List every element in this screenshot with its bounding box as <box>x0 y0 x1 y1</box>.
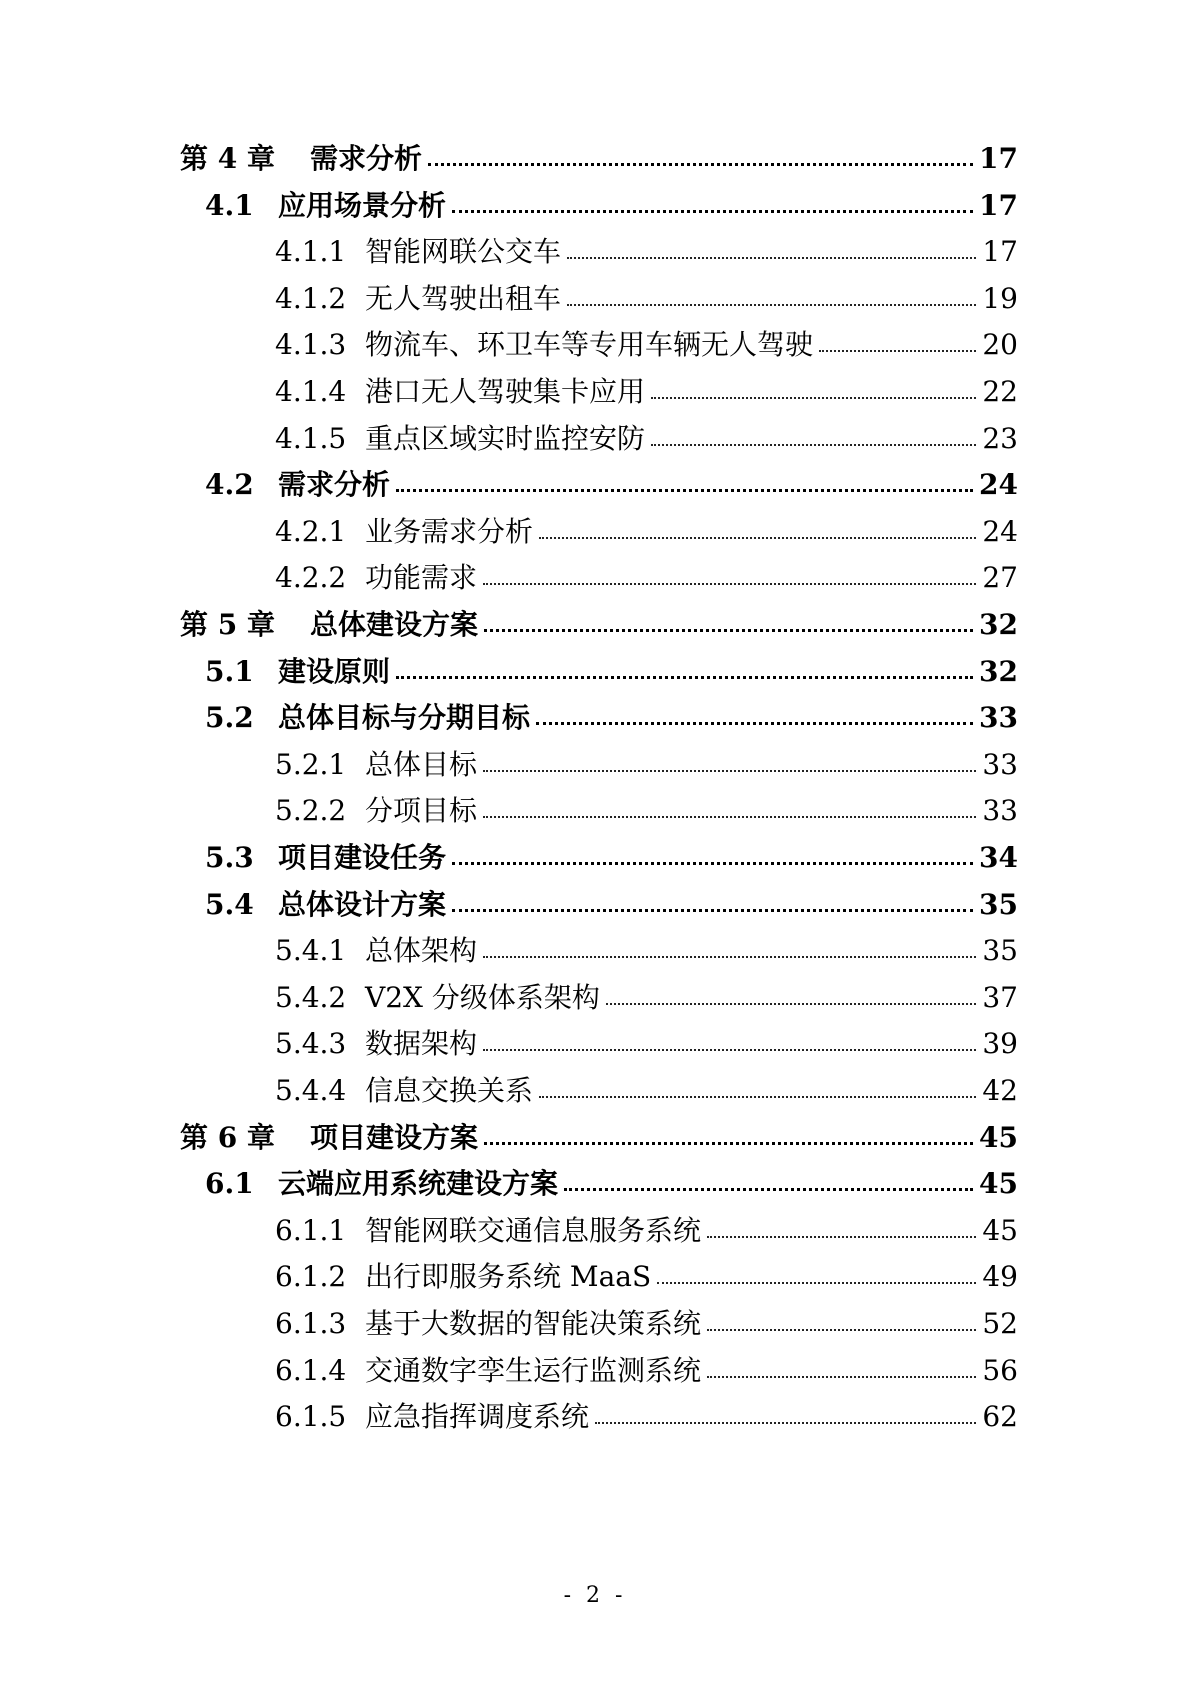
toc-entry-title: 功能需求 <box>365 561 478 595</box>
toc-subsection-entry[interactable] <box>180 972 1018 1012</box>
toc-entry-page-number: 32 <box>979 608 1018 641</box>
toc-entry-number: 第 5 章 <box>180 608 275 641</box>
toc-dot-leader <box>483 956 976 958</box>
toc-section-entry[interactable] <box>180 692 1018 735</box>
toc-entry-number: 4.1.5 <box>275 421 347 455</box>
toc-entry-number: 5.4.1 <box>275 934 347 968</box>
toc-chapter-entry[interactable] <box>180 133 1018 173</box>
toc-entry-number: 4.1.4 <box>275 375 347 408</box>
toc-entry-page-number: 39 <box>982 1027 1018 1061</box>
toc-subsection-entry[interactable] <box>180 739 1018 779</box>
toc-entry-page-number: 33 <box>982 747 1018 781</box>
toc-entry-page-number: 27 <box>982 561 1018 595</box>
toc-entry-page-number: 56 <box>982 1353 1018 1387</box>
toc-entry-title: 基于大数据的智能决策系统 <box>365 1307 702 1340</box>
toc-entry-title: 智能网联公交车 <box>365 235 562 269</box>
toc-entry-page-number: 49 <box>982 1260 1018 1294</box>
toc-dot-leader <box>595 1422 976 1424</box>
toc-section-entry[interactable] <box>180 1158 1018 1201</box>
toc-entry-number: 6.1.2 <box>275 1260 347 1294</box>
toc-dot-leader <box>567 257 976 259</box>
page-number-footer: - 2 - <box>563 1583 627 1608</box>
toc-subsection-entry[interactable] <box>180 1391 1018 1434</box>
toc-entry-page-number: 33 <box>979 701 1018 735</box>
toc-entry-page-number: 19 <box>982 281 1018 315</box>
toc-entry-title: 出行即服务系统 MaaS <box>365 1260 652 1294</box>
toc-entry-number: 6.1 <box>205 1167 254 1201</box>
toc-entry-page-number: 42 <box>982 1074 1018 1107</box>
toc-dot-leader <box>651 444 976 446</box>
toc-dot-leader <box>483 583 976 585</box>
toc-subsection-entry[interactable] <box>180 506 1018 546</box>
toc-entry-page-number: 17 <box>979 188 1018 222</box>
toc-entry-number: 5.4.4 <box>275 1074 347 1107</box>
toc-entry-number: 5.3 <box>205 841 254 874</box>
toc-dot-leader <box>484 629 973 632</box>
toc-dot-leader <box>819 350 976 352</box>
toc-entry-page-number: 32 <box>979 654 1018 688</box>
toc-entry-page-number: 45 <box>979 1120 1018 1154</box>
toc-entry-page-number: 62 <box>982 1400 1018 1434</box>
toc-dot-leader <box>484 1142 973 1145</box>
toc-entry-title: 总体架构 <box>365 934 478 968</box>
toc-entry-title: 物流车、环卫车等专用车辆无人驾驶 <box>365 328 814 362</box>
toc-entry-title: 重点区域实时监控安防 <box>365 421 646 455</box>
toc-entry-number: 6.1.4 <box>275 1353 347 1387</box>
toc-entry-title: 云端应用系统建设方案 <box>278 1167 559 1201</box>
toc-subsection-entry[interactable] <box>180 1251 1018 1294</box>
toc-dot-leader <box>539 537 976 539</box>
toc-dot-leader <box>539 1096 976 1098</box>
toc-entry-page-number: 20 <box>982 328 1018 362</box>
toc-entry-page-number: 52 <box>982 1307 1018 1340</box>
toc-dot-leader <box>567 304 976 306</box>
toc-dot-leader <box>452 862 973 865</box>
toc-entry-title: 交通数字孪生运行监测系统 <box>365 1353 702 1387</box>
toc-entry-page-number: 24 <box>982 514 1018 548</box>
toc-entry-number: 5.4.2 <box>275 980 347 1014</box>
toc-section-entry[interactable] <box>180 879 1018 919</box>
toc-entry-number: 5.2.2 <box>275 794 347 828</box>
toc-dot-leader <box>452 909 973 912</box>
toc-entry-page-number: 35 <box>982 934 1018 968</box>
toc-subsection-entry[interactable] <box>180 366 1018 406</box>
toc-dot-leader <box>564 1188 973 1191</box>
toc-entry-number: 4.2.1 <box>275 514 347 548</box>
toc-dot-leader <box>396 489 973 492</box>
toc-subsection-entry[interactable] <box>180 413 1018 453</box>
toc-entry-number: 5.1 <box>205 654 254 688</box>
toc-entry-number: 5.2.1 <box>275 747 347 781</box>
toc-entry-page-number: 17 <box>982 235 1018 269</box>
toc-entry-number: 4.1.3 <box>275 328 347 362</box>
toc-entry-number: 5.4 <box>205 887 254 921</box>
toc-entry-title: 无人驾驶出租车 <box>365 281 562 315</box>
toc-subsection-entry[interactable] <box>180 552 1018 595</box>
toc-subsection-entry[interactable] <box>180 1018 1018 1061</box>
toc-entry-number: 4.2.2 <box>275 561 347 595</box>
toc-entry-title: 需求分析 <box>310 142 423 175</box>
toc-entry-title: 分项目标 <box>365 794 478 828</box>
toc-chapter-entry[interactable] <box>180 599 1018 639</box>
toc-subsection-entry[interactable] <box>180 785 1018 828</box>
toc-dot-leader <box>606 1003 976 1005</box>
toc-entry-title: 总体目标 <box>365 747 478 781</box>
toc-subsection-entry[interactable] <box>180 1345 1018 1385</box>
toc-entry-number: 第 6 章 <box>180 1120 275 1154</box>
toc-entry-page-number: 23 <box>982 421 1018 455</box>
toc-entry-page-number: 35 <box>979 887 1018 921</box>
toc-entry-title: 需求分析 <box>278 468 391 502</box>
toc-entry-number: 第 4 章 <box>180 142 275 175</box>
toc-section-entry[interactable] <box>180 646 1018 686</box>
toc-entry-number: 4.1 <box>205 188 254 222</box>
toc-dot-leader <box>707 1329 976 1331</box>
toc-chapter-entry[interactable] <box>180 1112 1018 1152</box>
toc-entry-page-number: 33 <box>982 794 1018 828</box>
toc-entry-page-number: 17 <box>979 142 1018 175</box>
toc-entry-number: 4.1.2 <box>275 281 347 315</box>
toc-subsection-entry[interactable] <box>180 226 1018 269</box>
toc-dot-leader <box>483 1049 976 1051</box>
toc-entry-title: 项目建设任务 <box>278 841 447 874</box>
toc-section-entry[interactable] <box>180 180 1018 220</box>
toc-dot-leader <box>483 770 976 772</box>
toc-entry-title: V2X 分级体系架构 <box>365 980 600 1014</box>
toc-entry-page-number: 37 <box>982 980 1018 1014</box>
toc-entry-title: 应急指挥调度系统 <box>365 1400 590 1434</box>
toc-entry-title: 建设原则 <box>278 654 391 688</box>
toc-subsection-entry[interactable] <box>180 319 1018 362</box>
toc-section-entry[interactable] <box>180 832 1018 872</box>
toc-entry-page-number: 45 <box>982 1213 1018 1247</box>
toc-subsection-entry[interactable] <box>180 1205 1018 1245</box>
toc-dot-leader <box>396 676 973 679</box>
toc-entry-page-number: 24 <box>979 468 1018 502</box>
toc-entry-number: 4.2 <box>205 468 254 502</box>
toc-subsection-entry[interactable] <box>180 1065 1018 1105</box>
toc-entry-title: 应用场景分析 <box>278 188 447 222</box>
toc-entry-title: 智能网联交通信息服务系统 <box>365 1213 702 1247</box>
toc-subsection-entry[interactable] <box>180 1298 1018 1338</box>
toc-entry-title: 业务需求分析 <box>365 514 534 548</box>
toc-dot-leader <box>428 163 973 166</box>
toc-dot-leader <box>651 397 976 399</box>
toc-entry-title: 港口无人驾驶集卡应用 <box>365 375 646 408</box>
toc-entry-page-number: 34 <box>979 841 1018 874</box>
toc-entry-title: 总体目标与分期目标 <box>278 701 531 735</box>
toc-entry-title: 总体建设方案 <box>310 608 479 641</box>
toc-entry-title: 项目建设方案 <box>310 1120 479 1154</box>
toc-entry-page-number: 45 <box>979 1167 1018 1201</box>
toc-entry-title: 数据架构 <box>365 1027 478 1061</box>
toc-entry-number: 5.4.3 <box>275 1027 347 1061</box>
toc-entry-title: 信息交换关系 <box>365 1074 534 1107</box>
toc-subsection-entry[interactable] <box>180 273 1018 313</box>
toc-entry-number: 5.2 <box>205 701 254 735</box>
toc-dot-leader <box>657 1282 976 1284</box>
toc-section-entry[interactable] <box>180 459 1018 502</box>
toc-entry-number: 6.1.5 <box>275 1400 347 1434</box>
toc-subsection-entry[interactable] <box>180 925 1018 968</box>
toc-dot-leader <box>536 722 973 725</box>
toc-entry-number: 6.1.1 <box>275 1213 347 1247</box>
toc-dot-leader <box>707 1376 976 1378</box>
toc-dot-leader <box>707 1236 976 1238</box>
toc-entry-title: 总体设计方案 <box>278 887 447 921</box>
toc-entry-number: 4.1.1 <box>275 235 347 269</box>
toc-entry-number: 6.1.3 <box>275 1307 347 1340</box>
toc-dot-leader <box>483 816 976 818</box>
toc-entry-page-number: 22 <box>982 375 1018 408</box>
toc-dot-leader <box>452 210 973 213</box>
